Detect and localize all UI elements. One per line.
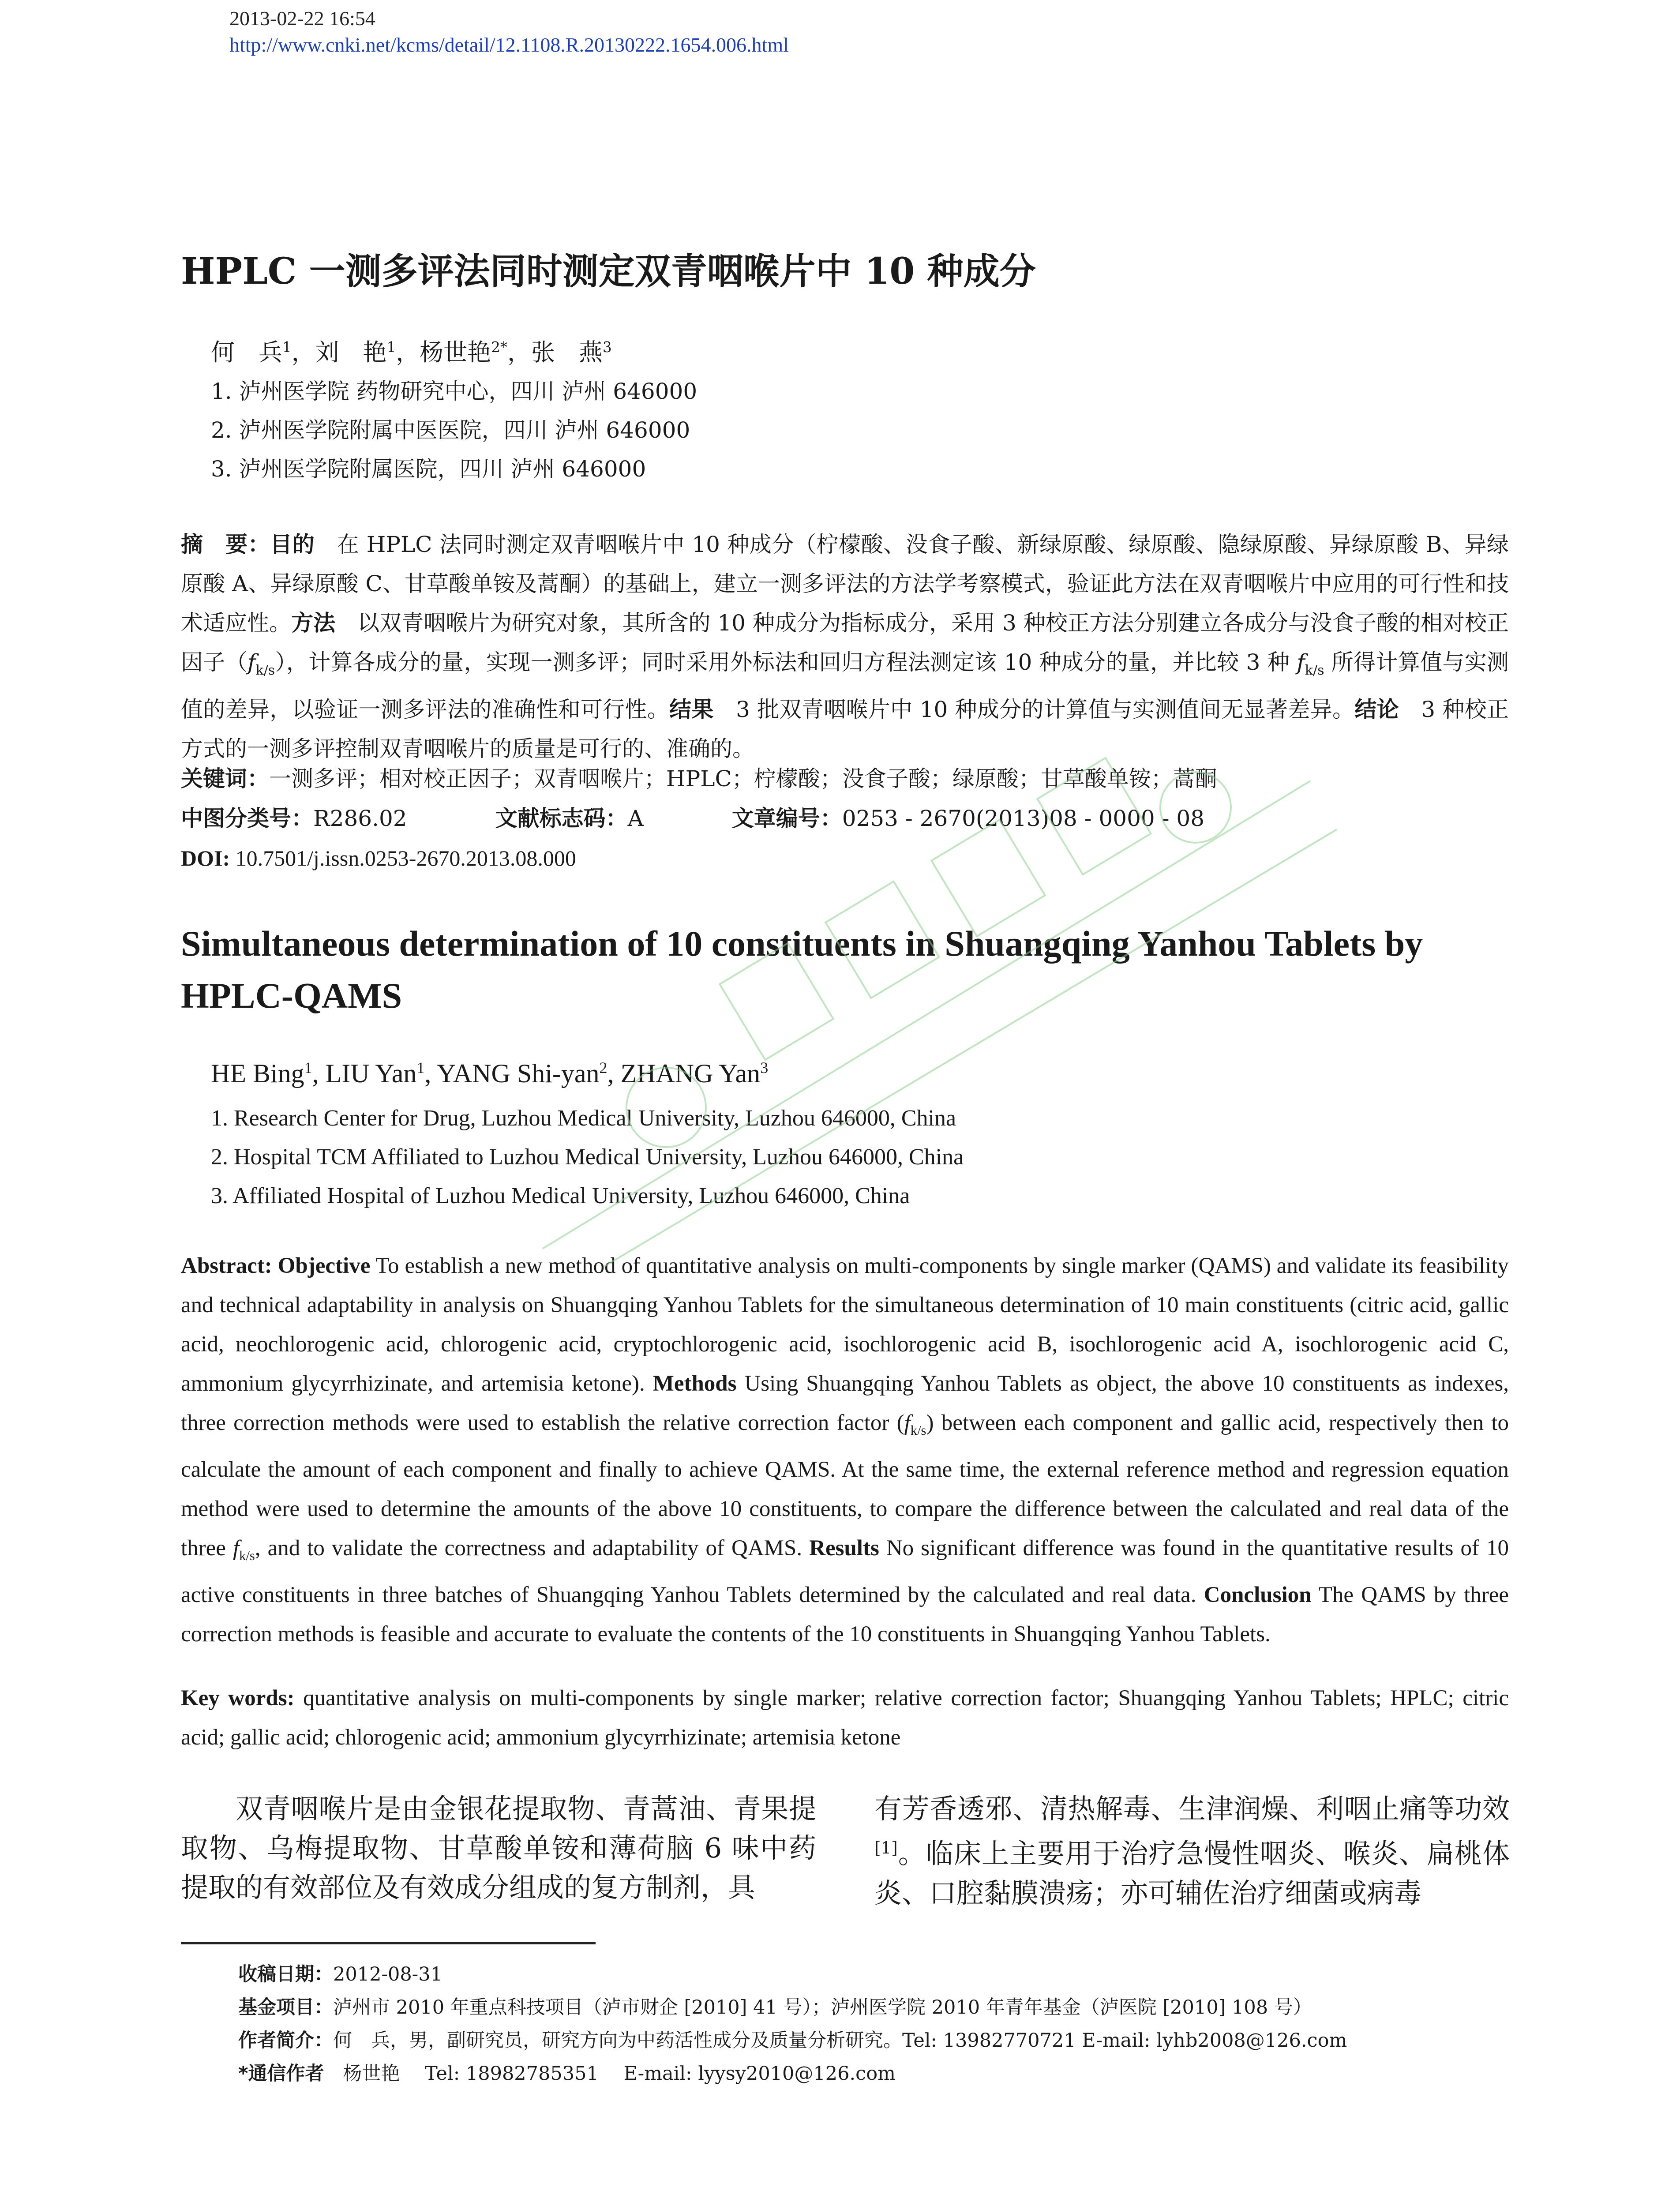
author-affiliation-mark: 3 — [760, 1059, 769, 1077]
objective-label: 目的 — [270, 532, 315, 557]
results-text: No significant difference was found in the quantitative results of 10 active constituents in three batches of Shuangqing Yanhou Tablets determined by the calculated and real data. — [181, 1536, 1509, 1608]
author-affiliation-mark: 2 — [599, 1059, 608, 1077]
author-name: ZHANG Yan — [620, 1059, 761, 1088]
factor-subscript: k/s — [239, 1548, 255, 1564]
methods-label: Methods — [652, 1371, 737, 1396]
english-abstract — [181, 1246, 1509, 1654]
doccode-value: A — [627, 806, 644, 831]
author-affiliation-mark: 3 — [603, 339, 612, 356]
received-label: 收稿日期： — [238, 1963, 333, 1985]
objective-text: To establish a new method of quantitative analysis on multi-components by single marker (QAMS) and validate its feasibility and technical adaptability in analysis on Shuangqing Yanhou Tablets for the simultaneous determination of 10 main constituents (citric acid, gallic acid, neochlorogenic acid, chlorogenic acid, cryptochlorogenic acid, isochlorogenic acid B, isochlorogenic acid A, isochlorogenic acid C, ammonium glycyrrhizinate, and artemisia ketone). — [181, 1253, 1509, 1396]
author-name: LIU Yan — [325, 1059, 417, 1088]
footnote-author — [238, 2027, 1347, 2054]
factor-symbol: f — [904, 1411, 911, 1435]
clc-label: 中图分类号： — [181, 806, 313, 831]
author-value: 何 兵，男，副研究员，研究方向为中药活性成分及质量分析研究。Tel: 13982770721 E-mail: lyhb2008@126.com — [333, 2030, 1347, 2052]
factor-subscript: k/s — [910, 1423, 926, 1438]
doi-line — [181, 843, 576, 874]
author-name: 张 燕 — [531, 338, 603, 366]
english-authors — [211, 1050, 768, 1091]
chinese-affiliation: 2. 泸州医学院附属中医医院，四川 泸州 646000 — [211, 417, 690, 443]
chinese-affiliation: 1. 泸州医学院 药物研究中心，四川 泸州 646000 — [211, 379, 698, 404]
fund-label: 基金项目： — [238, 1996, 333, 2018]
chinese-abstract — [181, 525, 1509, 769]
methods-text: Using Shuangqing Yanhou Tablets as object, the above 10 constituents as indexes, three correction methods were used to establish the relative correction factor ( — [181, 1371, 1509, 1435]
abstract-label: Abstract: Objective — [181, 1253, 371, 1278]
articleno-label: 文章编号： — [731, 806, 842, 831]
fund-value: 泸州市 2010 年重点科技项目（泸市财企 [2010] 41 号）；泸州医学院 2010 年青年基金（泸医院 [2010] 108 号） — [333, 1996, 1312, 2018]
author-affiliation-mark: 1 — [304, 1059, 312, 1077]
english-title: Simultaneous determination of 10 constituents in Shuangqing Yanhou Tablets by HPLC-QAMS — [181, 923, 1423, 1016]
english-keywords — [181, 1679, 1509, 1757]
author-separator: , — [424, 1059, 437, 1088]
conclusion-label: Conclusion — [1204, 1583, 1312, 1608]
methods-text: 以双青咽喉片为研究对象，其所含的 10 种成分为指标成分，采用 3 种校正方法分别建立各成分与没食子酸的相对校正因子（ — [181, 610, 1509, 675]
objective-text: 在 HPLC 法同时测定双青咽喉片中 10 种成分（柠檬酸、没食子酸、新绿原酸、绿原酸、隐绿原酸、异绿原酸 B、异绿原酸 A、异绿原酸 C、甘草酸单铵及蒿酮）的基础上，建立一测多评法的方法学考察模式，验证此方法在双青咽喉片中应用的可行性和技术适应性。 — [181, 532, 1509, 636]
factor-symbol: f — [232, 1536, 240, 1561]
keywords-label: 关键词： — [181, 766, 269, 792]
cnki-url-link[interactable]: http://www.cnki.net/kcms/detail/12.1108.R.20130222.1654.006.html — [229, 34, 789, 56]
download-timestamp: 2013-02-22 16:54 — [229, 7, 375, 30]
author-name: HE Bing — [211, 1059, 304, 1088]
methods-text: ) between each component and gallic acid, respectively then to calculate the amount of each component and finally to achieve QAMS. At the same time, the external reference method and regression equation method were used to determine the amounts of the above 10 constituents, to compare the difference between the calculated and real data of the three — [181, 1411, 1509, 1561]
chinese-affiliation: 3. 泸州医学院附属医院，四川 泸州 646000 — [211, 456, 646, 482]
keywords-text: 一测多评；相对校正因子；双青咽喉片；HPLC；柠檬酸；没食子酸；绿原酸；甘草酸单铵；蒿酮 — [269, 766, 1217, 792]
author-label: 作者简介： — [238, 2030, 333, 2052]
chinese-keywords — [181, 763, 1217, 794]
keywords-text: quantitative analysis on multi-components by single marker; relative correction factor; Shuangqing Yanhou Tablets; HPLC; citric acid; gallic acid; chlorogenic acid; ammonium glycyrrhizinate; artemisia ketone — [181, 1686, 1509, 1750]
author-name: 杨世艳 — [420, 338, 491, 366]
author-affiliation-mark: 1 — [386, 339, 396, 356]
results-text: 3 批双青咽喉片中 10 种成分的计算值与实测值间无显著差异。 — [713, 697, 1355, 722]
chinese-authors — [211, 332, 612, 368]
corresponding-value: 杨世艳 Tel: 18982785351 E-mail: lyysy2010@126.com — [324, 2063, 896, 2085]
received-value: 2012-08-31 — [333, 1963, 442, 1985]
author-separator: ， — [507, 338, 532, 366]
footnote-received — [238, 1961, 442, 1988]
conclusion-text: The QAMS by three correction methods is feasible and accurate to evaluate the contents of the 10 constituents in Shuangqing Yanhou Tablets. — [181, 1583, 1509, 1647]
conclusion-text: 3 种校正方式的一测多评控制双青咽喉片的质量是可行的、准确的。 — [181, 697, 1509, 762]
doi-value: 10.7501/j.issn.0253-2670.2013.08.000 — [230, 846, 576, 870]
factor-symbol: f — [1297, 649, 1305, 675]
author-name: 何 兵 — [211, 338, 282, 366]
methods-text: 所得计算值与实测值的差异，以验证一测多评法的准确性和可行性。 — [181, 649, 1509, 722]
body-text: 有芳香透邪、清热解毒、生津润燥、利咽止痛等功效 — [874, 1793, 1510, 1825]
keywords-label: Key words: — [181, 1686, 295, 1711]
author-separator: , — [607, 1059, 621, 1088]
clc-value: R286.02 — [313, 806, 407, 831]
methods-label: 方法 — [291, 610, 336, 636]
classification-line — [181, 803, 1204, 834]
body-text-right-column — [874, 1789, 1510, 1913]
methods-text: ），计算各成分的量，实现一测多评；同时采用外标法和回归方程法测定该 10 种成分的量，并比较 3 种 — [275, 649, 1297, 675]
author-separator: , — [312, 1059, 326, 1088]
conclusion-label: 结论 — [1354, 697, 1399, 722]
factor-symbol: f — [248, 649, 256, 675]
results-label: 结果 — [669, 697, 714, 722]
doi-label: DOI: — [181, 846, 230, 870]
footnote-fund — [238, 1994, 1312, 2021]
abstract-label: 摘 要： — [181, 532, 270, 557]
author-name: YANG Shi-yan — [437, 1059, 600, 1088]
factor-subscript: k/s — [1305, 663, 1324, 678]
results-label: Results — [809, 1536, 879, 1561]
factor-subscript: k/s — [255, 663, 275, 678]
english-affiliation: 2. Hospital TCM Affiliated to Luzhou Medical University, Luzhou 646000, China — [211, 1144, 964, 1170]
methods-text: , and to validate the correctness and adaptability of QAMS. — [255, 1536, 810, 1561]
articleno-value: 0253 - 2670(2013)08 - 0000 - 08 — [842, 806, 1205, 831]
body-text: 。临床上主要用于治疗急慢性咽炎、喉炎、扁桃体炎、口腔黏膜溃疡；亦可辅佐治疗细菌或病毒 — [874, 1837, 1510, 1909]
author-name: 刘 艳 — [315, 338, 387, 366]
citation-ref: [1] — [874, 1838, 898, 1857]
footnote-divider — [181, 1942, 596, 1944]
english-affiliation: 1. Research Center for Drug, Luzhou Medical University, Luzhou 646000, China — [211, 1106, 956, 1131]
corresponding-label: *通信作者 — [238, 2063, 324, 2085]
footnote-corresponding — [238, 2060, 896, 2087]
author-affiliation-mark: 1 — [416, 1059, 425, 1077]
doccode-label: 文献标志码： — [495, 806, 628, 831]
author-separator: ， — [291, 338, 315, 366]
body-text-left-column: 双青咽喉片是由金银花提取物、青蒿油、青果提取物、乌梅提取物、甘草酸单铵和薄荷脑 6 味中药提取的有效部位及有效成分组成的复方制剂，具 — [181, 1793, 816, 1903]
english-affiliation: 3. Affiliated Hospital of Luzhou Medical University, Luzhou 646000, China — [211, 1183, 910, 1208]
author-affiliation-mark: 2* — [491, 339, 508, 356]
chinese-title: HPLC 一测多评法同时测定双青咽喉片中 10 种成分 — [181, 250, 1036, 293]
author-affiliation-mark: 1 — [282, 339, 292, 356]
author-separator: ， — [396, 338, 420, 366]
